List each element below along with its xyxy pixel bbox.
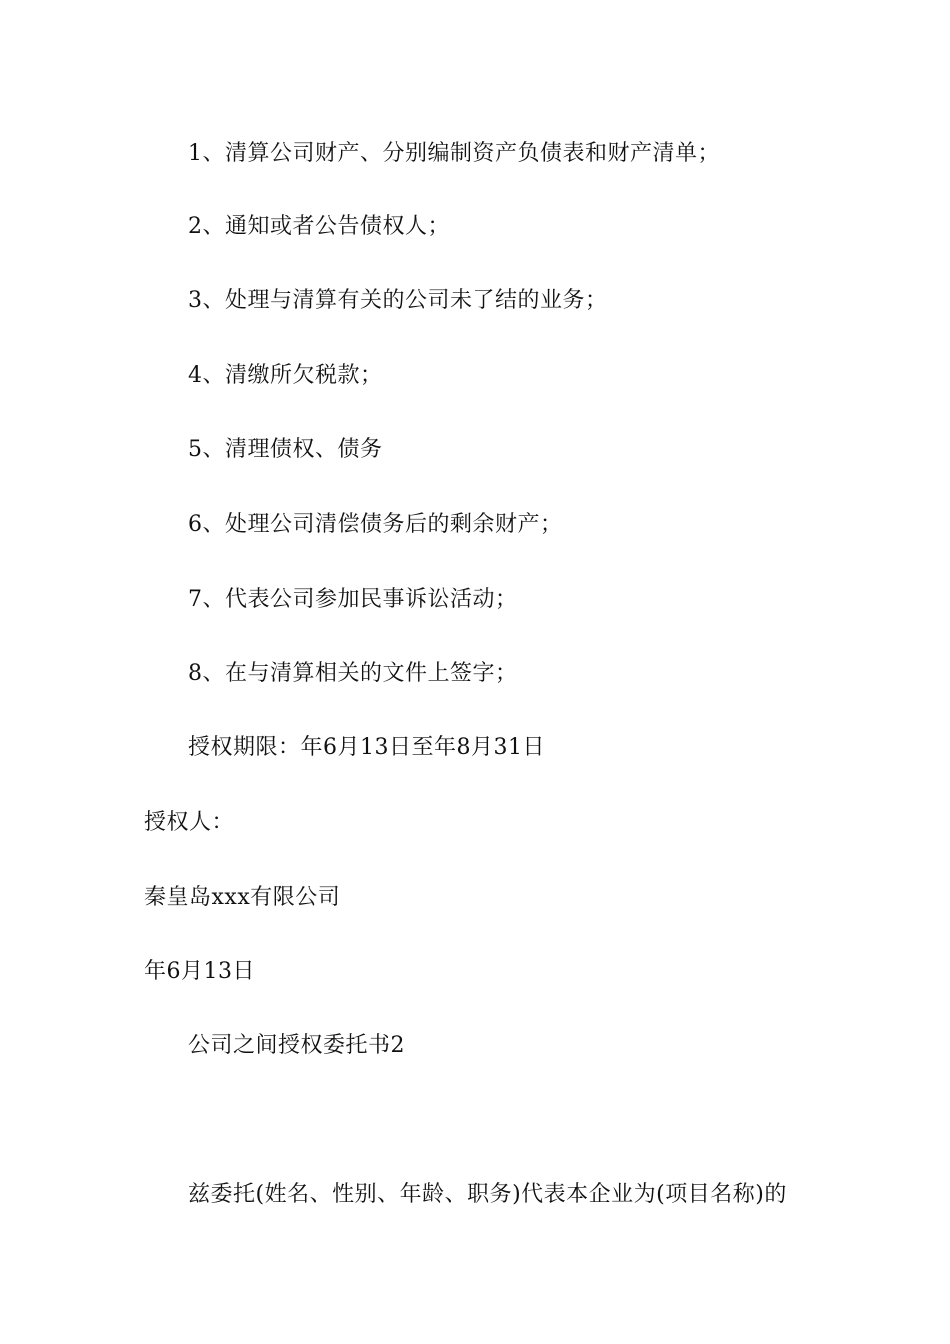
list-item-7: 7、代表公司参加民事诉讼活动； [188,587,518,612]
list-item-5: 5、清理债权、债务 [188,437,383,462]
company-name: 秦皇岛xxx有限公司 [144,885,341,910]
list-item-1: 1、清算公司财产、分别编制资产负债表和财产清单； [188,141,720,166]
list-item-3: 3、处理与清算有关的公司未了结的业务； [188,288,608,313]
authorization-term: 授权期限：年6月13日至年8月31日 [188,735,545,760]
list-item-4: 4、清缴所欠税款； [188,363,383,388]
list-item-6: 6、处理公司清偿债务后的剩余财产； [188,512,563,537]
section-title: 公司之间授权委托书2 [188,1033,405,1058]
signature-date: 年6月13日 [144,959,255,984]
body-paragraph: 兹委托(姓名、性别、年龄、职务)代表本企业为(项目名称)的 [188,1182,787,1207]
list-item-2: 2、通知或者公告债权人； [188,214,450,239]
list-item-8: 8、在与清算相关的文件上签字； [188,661,518,686]
grantor-label: 授权人： [144,810,235,835]
